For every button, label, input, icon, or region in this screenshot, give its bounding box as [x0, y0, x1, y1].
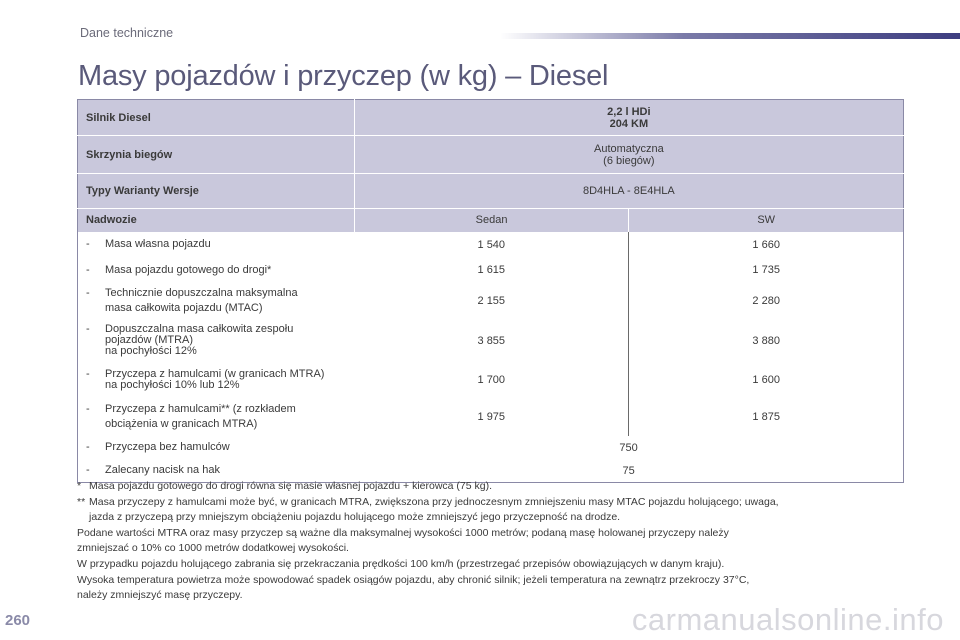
row-label: Zalecany nacisk na hak — [105, 464, 220, 477]
row-label: Przyczepa z hamulcami** (z rozkładem — [105, 402, 296, 415]
footnote-2 — [77, 495, 917, 511]
row-dash: - — [86, 287, 90, 299]
page-title: Masy pojazdów i przyczep (w kg) – Diesel — [78, 60, 609, 92]
row-label-cont: obciążenia w granicach MTRA) — [105, 417, 258, 430]
row-dash: - — [86, 402, 90, 415]
gearbox-row — [78, 136, 904, 174]
row-dash: - — [86, 441, 90, 453]
row-label-cont: masa całkowita pojazdu (MTAC) — [105, 302, 263, 314]
footnote-1-mark: * — [77, 480, 82, 492]
row-dash: - — [86, 323, 90, 335]
gearbox-label: Skrzynia biegów — [78, 136, 355, 174]
note-temperature: Wysoka temperatura powietrza może spowodować spadek osiągów pojazdu, aby chronić silnik; jeżeli temperatura na zewnątrz przekroczy 37°C, — [77, 573, 750, 586]
row-value-merged: 750 — [619, 441, 638, 454]
body-type-sw: SW — [629, 209, 904, 232]
row-label-cont: na pochyłości 10% lub 12% — [105, 378, 240, 391]
row-value-sw: 3 880 — [752, 334, 780, 347]
engine-row — [78, 100, 904, 136]
table-row — [78, 232, 904, 258]
row-value-sedan: 1 700 — [354, 362, 629, 398]
page-number: 260 — [5, 612, 31, 629]
row-label-cont2: na pochyłości 12% — [105, 345, 197, 357]
footnote-2-text: Masa przyczepy z hamulcami może być, w granicach MTRA, zwiększona przy jednoczesnym zmniejszeniu masy MTAC pojazdu holującego; uwaga, — [89, 495, 779, 508]
variants-value: 8D4HLA - 8E4HLA — [354, 174, 903, 209]
row-value-sw: 1 875 — [752, 410, 780, 423]
note-speed: W przypadku pojazdu holującego zabrania się przekraczania prędkości 100 km/h (przestrzegać przepisów obowiązujących w danym kraju). — [77, 557, 725, 570]
row-value-sw: 1 660 — [752, 238, 780, 251]
row-label-cont: pojazdów (MTRA) — [105, 334, 194, 346]
row-dash: - — [86, 464, 90, 477]
row-value-sedan: 1 615 — [354, 258, 629, 283]
row-value-sedan: 1 975 — [354, 398, 629, 436]
engine-value-line1: 2,2 l HDi — [607, 105, 651, 118]
row-dash: - — [86, 238, 90, 250]
engine-value-line2: 204 KM — [609, 117, 649, 130]
row-dash: - — [86, 263, 90, 276]
table-row — [78, 398, 904, 436]
footnote-2-cont: jazda z przyczepą przy mniejszym obciążeniu pojazdu holującego może zmniejszyć jego przyczepność na drodze. — [89, 511, 621, 524]
table-row — [78, 362, 904, 398]
table-row — [78, 258, 904, 283]
engine-label: Silnik Diesel — [78, 100, 355, 136]
note-altitude-cont: zmniejszać o 10% co 1000 metrów dodatkowej wysokości. — [77, 542, 349, 555]
weights-table — [77, 99, 904, 483]
body-type-row — [78, 209, 904, 232]
row-value-sedan: 1 540 — [354, 232, 629, 258]
row-label: Przyczepa z hamulcami (w granicach MTRA) — [105, 367, 325, 380]
engine-value — [354, 100, 903, 136]
row-value-sedan: 2 155 — [354, 283, 629, 320]
footnotes — [77, 479, 917, 604]
table-row — [78, 283, 904, 320]
variants-label: Typy Warianty Wersje — [78, 174, 355, 209]
variants-row — [78, 174, 904, 209]
table-row — [78, 436, 904, 460]
watermark: carmanualsonline.info — [631, 602, 944, 637]
note-altitude: Podane wartości MTRA oraz masy przyczep są ważne dla maksymalnej wysokości 1000 metrów; podaną masę holowanej przyczepy należy — [77, 526, 729, 539]
note-temperature-cont: należy zmniejszyć masę przyczepy. — [77, 589, 243, 602]
table-row — [78, 320, 904, 362]
body-type-label: Nadwozie — [78, 209, 355, 232]
row-value-sedan: 3 855 — [354, 320, 629, 362]
header-accent-bar — [500, 33, 960, 39]
row-label: Technicznie dopuszczalna maksymalna — [105, 287, 298, 299]
footnote-1-text: Masa pojazdu gotowego do drogi równa się masie własnej pojazdu + kierowca (75 kg). — [89, 480, 493, 492]
row-value-merged: 75 — [622, 464, 635, 477]
footnote-1 — [77, 479, 917, 495]
row-label: Masa pojazdu gotowego do drogi* — [105, 263, 272, 276]
gearbox-value-line1: Automatyczna — [594, 142, 664, 155]
section-label: Dane techniczne — [80, 26, 174, 40]
row-value-sw: 2 280 — [752, 295, 780, 307]
gearbox-value — [354, 136, 903, 174]
body-type-sedan: Sedan — [354, 209, 629, 232]
row-dash: - — [86, 367, 90, 380]
row-value-sw: 1 735 — [752, 264, 780, 276]
gearbox-value-line2: (6 biegów) — [603, 154, 655, 167]
row-label: Przyczepa bez hamulców — [105, 441, 230, 453]
row-label: Masa własna pojazdu — [105, 238, 211, 250]
row-label: Dopuszczalna masa całkowita zespołu — [105, 323, 294, 335]
row-value-sw: 1 600 — [752, 373, 780, 386]
footnote-2-mark: ** — [77, 495, 86, 508]
